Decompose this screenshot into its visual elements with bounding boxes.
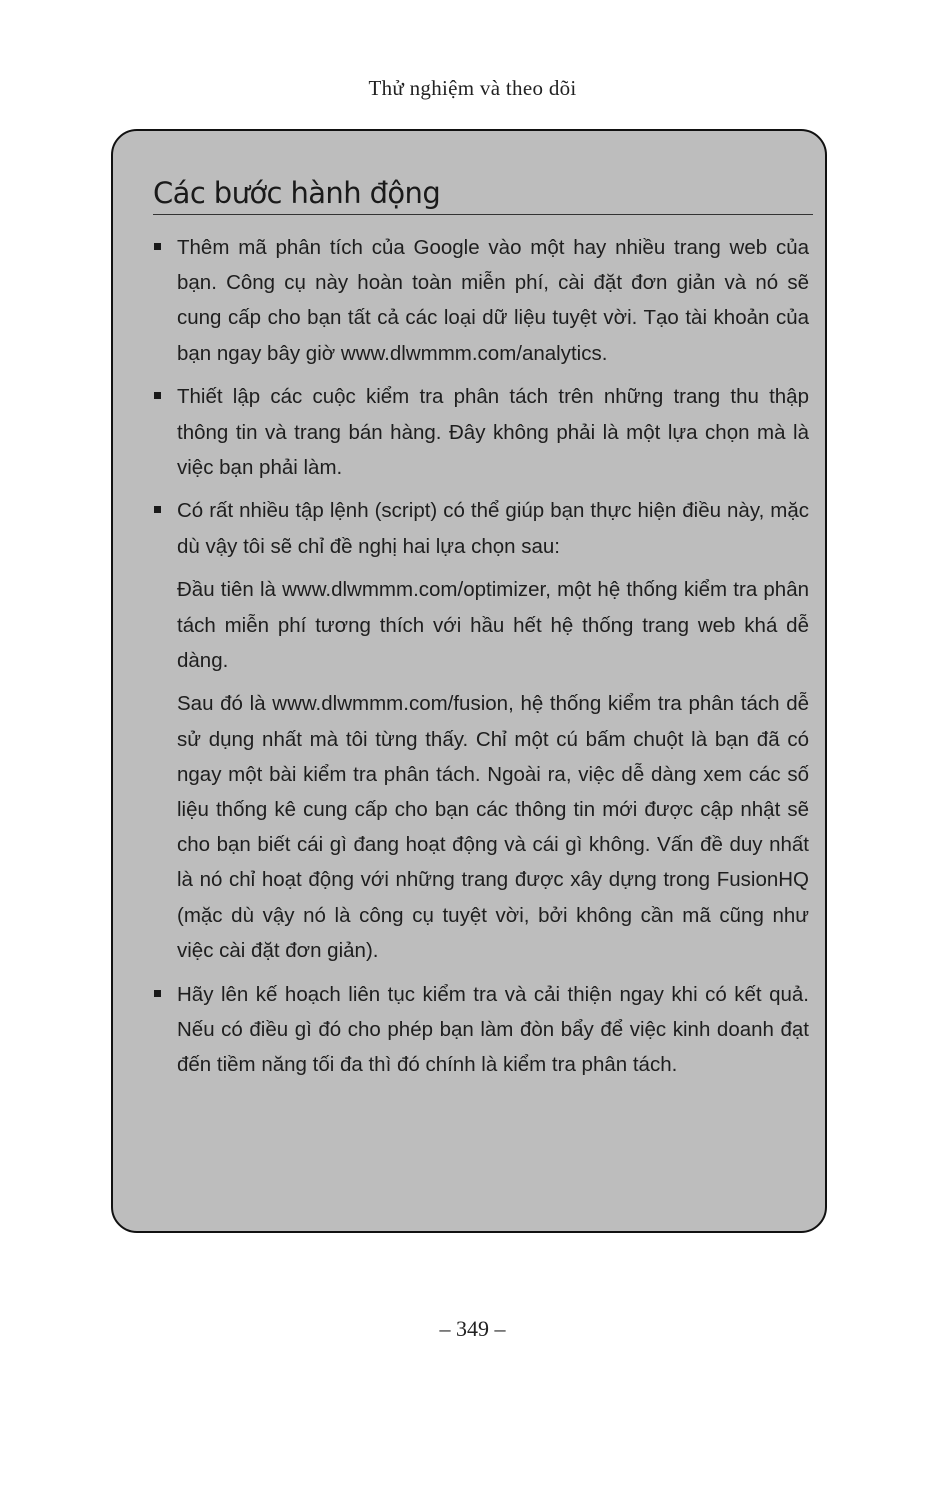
list-item-text: Hãy lên kế hoạch liên tục kiểm tra và cải thiện ngay khi có kết quả. Nếu có điều gì đó cho phép bạn làm đòn bẩy để việc kinh doanh đạt đến tiềm năng tối đa thì đó chính là kiểm tra phân tách. [177, 982, 809, 1076]
running-header: Thử nghiệm và theo dõi [368, 76, 577, 100]
list-item-text: Có rất nhiều tập lệnh (script) có thể giúp bạn thực hiện điều này, mặc dù vậy tôi sẽ chỉ đề nghị hai lựa chọn sau: [177, 499, 809, 558]
list-item [153, 379, 809, 485]
box-title: Các bước hành động [153, 175, 813, 215]
list-item-text: Thiết lập các cuộc kiểm tra phân tách trên những trang thu thập thông tin và trang bán hàng. Đây không phải là một lựa chọn mà là việc bạn phải làm. [177, 385, 809, 479]
list-item-text: Thêm mã phân tích của Google vào một hay nhiều trang web của bạn. Công cụ này hoàn toàn miễn phí, cài đặt đơn giản và nó sẽ cung cấp cho bạn tất cả các loại dữ liệu tuyệt vời. Tạo tài khoản của bạn ngay bây giờ www.dlwmmm.com/analytics. [177, 236, 809, 365]
square-bullet-icon [154, 990, 161, 997]
sub-paragraph: Sau đó là www.dlwmmm.com/fusion, hệ thống kiểm tra phân tách dễ sử dụng nhất mà tôi từng thấy. Chỉ một cú bấm chuột là bạn đã có ngay một bài kiểm tra phân tách. Ngoài ra, việc dễ dàng xem các số liệu thống kê cung cấp cho bạn các thông tin mới được cập nhật sẽ cho bạn biết cái gì đang hoạt động và cái gì không. Vấn đề duy nhất là nó chỉ hoạt động với những trang được xây dựng trong FusionHQ (mặc dù vậy nó là công cụ tuyệt vời, bởi không cần mã cũng như việc cài đặt đơn giản). [177, 692, 809, 962]
square-bullet-icon [154, 243, 161, 250]
list-item [153, 493, 809, 563]
square-bullet-icon [154, 392, 161, 399]
box-content [153, 230, 809, 1091]
action-steps-box [111, 129, 827, 1233]
list-item [153, 230, 809, 371]
page-number: – 349 – [439, 1316, 506, 1341]
sub-paragraph: Đầu tiên là www.dlwmmm.com/optimizer, một hệ thống kiểm tra phân tách miễn phí tương thích với hầu hết hệ thống trang web khá dễ dàng. [177, 578, 809, 672]
square-bullet-icon [154, 506, 161, 513]
list-item [153, 977, 809, 1083]
